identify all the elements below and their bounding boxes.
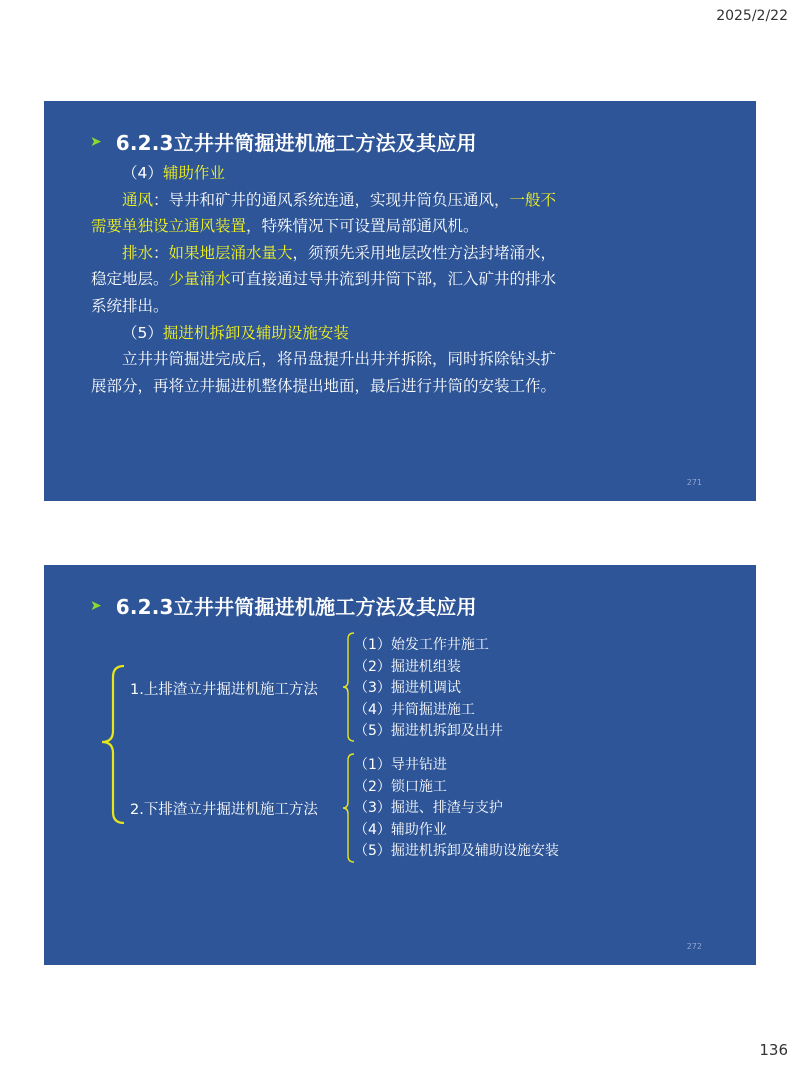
heading-label: 辅助作业 bbox=[162, 164, 225, 182]
slide-number: 271 bbox=[686, 478, 702, 487]
paragraph-ventilation bbox=[91, 187, 571, 240]
drainage-label: 排水 bbox=[122, 243, 154, 262]
list-item: （3）掘进机调试 bbox=[354, 680, 461, 696]
page-number: 136 bbox=[759, 1041, 788, 1059]
drainage-highlight: 如果地层涌水量大 bbox=[168, 243, 293, 262]
ventilation-label: 通风 bbox=[122, 190, 154, 209]
slide-272 bbox=[44, 565, 756, 965]
heading-prefix: （5） bbox=[122, 323, 163, 342]
list-item: （3）掘进、排渣与支护 bbox=[354, 800, 503, 816]
slide-271 bbox=[44, 101, 756, 501]
drainage-colon: ： bbox=[153, 243, 169, 262]
list-item: （1）始发工作井施工 bbox=[354, 637, 489, 653]
method2-steps bbox=[354, 755, 559, 863]
slide-title: 6.2.3立井井筒掘进机施工方法及其应用 bbox=[115, 595, 477, 619]
ventilation-text: ：导井和矿井的通风系统连通，实现井筒负压通风， bbox=[153, 190, 510, 209]
list-item: （1）导井钻进 bbox=[354, 757, 447, 773]
slide-body bbox=[91, 160, 571, 399]
drainage-highlight-2: 少量涌水 bbox=[168, 270, 231, 289]
paragraph-drainage bbox=[91, 240, 571, 320]
method2-brace bbox=[343, 754, 354, 862]
list-item: （2）锁口施工 bbox=[354, 778, 447, 795]
method1-brace bbox=[343, 633, 354, 741]
ventilation-text-end: ，特殊情况下可设置局部通风机。 bbox=[246, 217, 479, 236]
list-item: （5）掘进机拆卸及辅助设施安装 bbox=[354, 843, 559, 859]
heading-prefix: （4） bbox=[122, 164, 163, 182]
list-item: （4）辅助作业 bbox=[354, 821, 447, 838]
list-item: （2）掘进机组装 bbox=[354, 658, 461, 675]
list-item: （4）井筒掘进施工 bbox=[354, 701, 475, 718]
arrow-bullet-icon: ➤ bbox=[90, 597, 102, 614]
drainage-text-end: 可直接通过导井流到井筒下部，汇入矿井的排水系统排出。 bbox=[91, 270, 557, 315]
ventilation-highlight: 一般不需要单独设立通风装置 bbox=[91, 190, 557, 236]
slide-title: 6.2.3立井井筒掘进机施工方法及其应用 bbox=[115, 131, 477, 155]
heading-label: 掘进机拆卸及辅助设施安装 bbox=[162, 323, 349, 342]
method2-label: 2.下排渣立井掘进机施工方法 bbox=[130, 802, 318, 818]
drainage-text: ，须预先采用地层改性方法封堵涌水，稳定地层。 bbox=[91, 243, 557, 289]
heading-auxiliary-work bbox=[91, 160, 571, 187]
heading-dismantling bbox=[91, 320, 571, 347]
slide-number: 272 bbox=[686, 942, 702, 951]
method1-steps bbox=[354, 635, 503, 743]
paragraph-final: 立井井筒掘进完成后，将吊盘提升出井并拆除，同时拆除钻头扩展部分，再将立井掘进机整体提出地面，最后进行井筒的安装工作。 bbox=[91, 350, 557, 395]
arrow-bullet-icon: ➤ bbox=[90, 133, 102, 150]
outer-brace bbox=[102, 666, 124, 823]
slide-title-row bbox=[90, 127, 477, 156]
method1-label: 1.上排渣立井掘进机施工方法 bbox=[130, 682, 318, 698]
list-item: （5）掘进机拆卸及出井 bbox=[354, 723, 503, 739]
page-date: 2025/2/22 bbox=[716, 8, 788, 24]
